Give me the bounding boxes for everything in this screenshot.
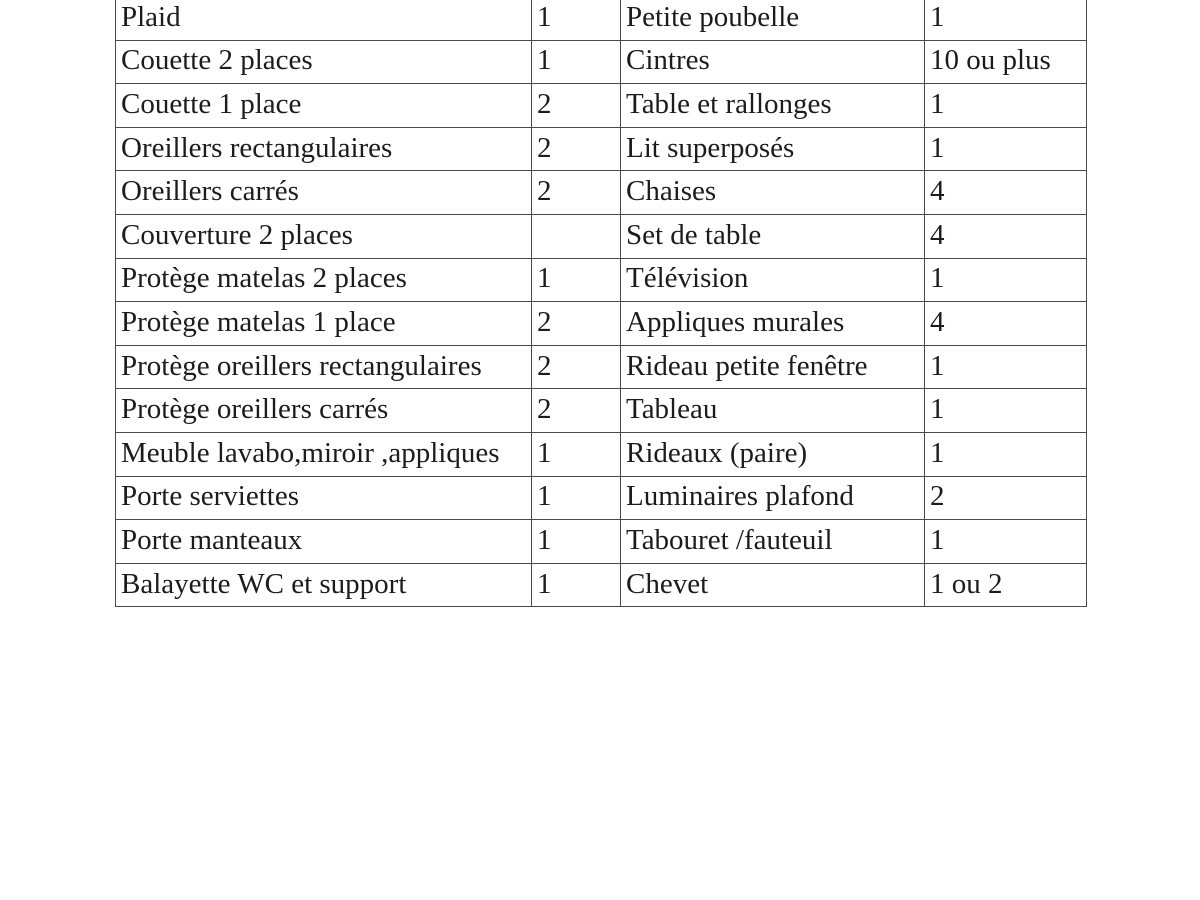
item-cell-left: Protège matelas 2 places — [116, 258, 532, 302]
item-cell-right: Tabouret /fauteuil — [621, 520, 925, 564]
item-cell-left: Plaid — [116, 0, 532, 40]
qty-cell-left: 2 — [532, 345, 621, 389]
qty-cell-left: 1 — [532, 563, 621, 607]
table-row — [116, 258, 1087, 302]
qty-cell-left: 2 — [532, 171, 621, 215]
item-cell-left: Couette 1 place — [116, 84, 532, 128]
table-row — [116, 345, 1087, 389]
qty-cell-right: 1 — [925, 432, 1087, 476]
qty-cell-left: 1 — [532, 0, 621, 40]
qty-cell-left: 2 — [532, 84, 621, 128]
table-row — [116, 563, 1087, 607]
item-cell-left: Protège oreillers rectangulaires — [116, 345, 532, 389]
table-row — [116, 84, 1087, 128]
qty-cell-left: 1 — [532, 476, 621, 520]
item-cell-left: Protège matelas 1 place — [116, 302, 532, 346]
item-cell-right: Chaises — [621, 171, 925, 215]
item-cell-left: Couverture 2 places — [116, 214, 532, 258]
item-cell-right: Tableau — [621, 389, 925, 433]
qty-cell-left: 1 — [532, 40, 621, 84]
qty-cell-right: 10 ou plus — [925, 40, 1087, 84]
item-cell-left: Porte manteaux — [116, 520, 532, 564]
item-cell-right: Luminaires plafond — [621, 476, 925, 520]
item-cell-left: Oreillers carrés — [116, 171, 532, 215]
qty-cell-left: 2 — [532, 302, 621, 346]
table-row — [116, 476, 1087, 520]
table-row — [116, 214, 1087, 258]
inventory-rows — [116, 0, 1087, 607]
qty-cell-right: 1 — [925, 0, 1087, 40]
qty-cell-left: 2 — [532, 127, 621, 171]
item-cell-right: Rideau petite fenêtre — [621, 345, 925, 389]
item-cell-left: Couette 2 places — [116, 40, 532, 84]
item-cell-left: Balayette WC et support — [116, 563, 532, 607]
item-cell-left: Oreillers rectangulaires — [116, 127, 532, 171]
table-row — [116, 127, 1087, 171]
item-cell-right: Cintres — [621, 40, 925, 84]
qty-cell-right: 4 — [925, 214, 1087, 258]
item-cell-left: Porte serviettes — [116, 476, 532, 520]
item-cell-right: Table et rallonges — [621, 84, 925, 128]
qty-cell-left: 1 — [532, 520, 621, 564]
table-row — [116, 389, 1087, 433]
item-cell-right: Appliques murales — [621, 302, 925, 346]
qty-cell-right: 1 — [925, 127, 1087, 171]
item-cell-right: Rideaux (paire) — [621, 432, 925, 476]
qty-cell-right: 1 ou 2 — [925, 563, 1087, 607]
item-cell-right: Set de table — [621, 214, 925, 258]
qty-cell-left: 2 — [532, 389, 621, 433]
qty-cell-right: 1 — [925, 520, 1087, 564]
table-row — [116, 302, 1087, 346]
table-row — [116, 171, 1087, 215]
item-cell-left: Meuble lavabo,miroir ,appliques — [116, 432, 532, 476]
table-row — [116, 0, 1087, 40]
qty-cell-right: 1 — [925, 84, 1087, 128]
table-row — [116, 520, 1087, 564]
qty-cell-right: 2 — [925, 476, 1087, 520]
qty-cell-right: 4 — [925, 171, 1087, 215]
item-cell-right: Petite poubelle — [621, 0, 925, 40]
item-cell-left: Protège oreillers carrés — [116, 389, 532, 433]
item-cell-right: Lit superposés — [621, 127, 925, 171]
table-row — [116, 432, 1087, 476]
qty-cell-right: 4 — [925, 302, 1087, 346]
item-cell-right: Chevet — [621, 563, 925, 607]
qty-cell-left — [532, 214, 621, 258]
qty-cell-right: 1 — [925, 345, 1087, 389]
qty-cell-right: 1 — [925, 258, 1087, 302]
qty-cell-left: 1 — [532, 432, 621, 476]
inventory-table — [115, 0, 1087, 607]
qty-cell-right: 1 — [925, 389, 1087, 433]
qty-cell-left: 1 — [532, 258, 621, 302]
item-cell-right: Télévision — [621, 258, 925, 302]
table-row — [116, 40, 1087, 84]
